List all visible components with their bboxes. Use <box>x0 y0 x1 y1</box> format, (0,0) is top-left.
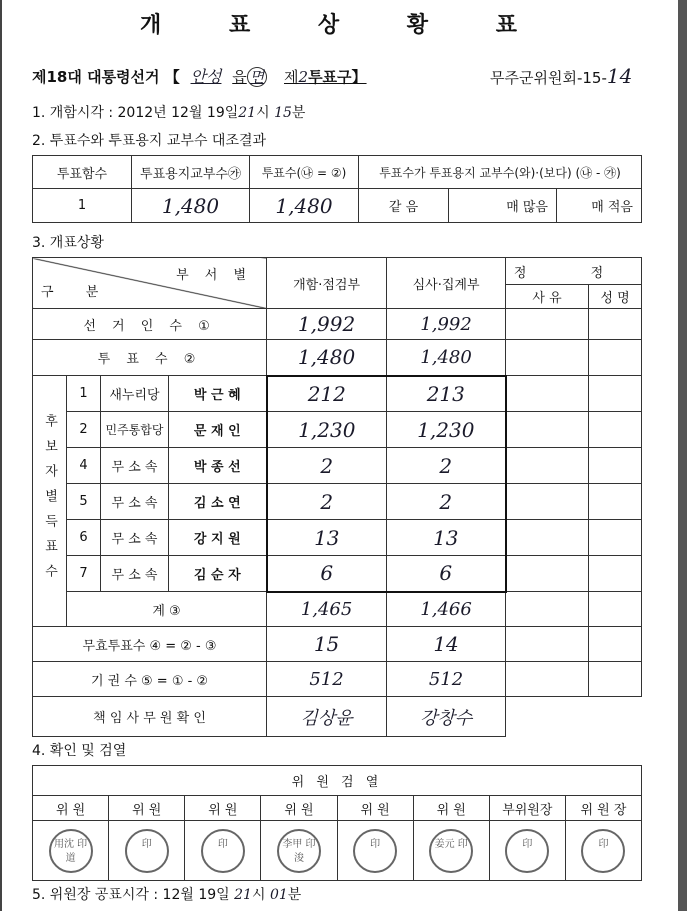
invalid-audit: 14 <box>387 627 506 662</box>
box-count: 1 <box>33 189 132 223</box>
th-reason: 사 유 <box>506 285 589 309</box>
invalid-open: 15 <box>267 627 387 662</box>
cand-no: 7 <box>67 556 101 592</box>
empty-cell <box>589 556 642 592</box>
votes-count: 1,480 <box>250 189 359 223</box>
stamp-cell <box>33 821 109 881</box>
cand-party: 새누리당 <box>101 376 169 412</box>
th-difference: 투표수가 투표용지 교부수(와)·(보다) (㉯ - ㉮) <box>359 156 642 189</box>
cand-name: 김 소 연 <box>169 484 267 520</box>
less-option: 매 적음 <box>557 189 642 223</box>
candidate-row <box>33 520 642 556</box>
empty-cell <box>589 412 642 448</box>
empty-cell <box>506 697 589 737</box>
seal-stamp: 印 <box>201 829 245 873</box>
role-label: 위 원 <box>413 796 489 821</box>
votes-label: 투 표 수 ② <box>33 340 267 376</box>
cand-audit: 213 <box>387 376 506 412</box>
voters-label: 선 거 인 수 ① <box>33 309 267 340</box>
open-hour: 21 <box>238 105 257 121</box>
cand-audit: 13 <box>387 520 506 556</box>
seal-stamp: 印 <box>353 829 397 873</box>
announce-hour: 21 <box>234 887 252 903</box>
district-handwritten: 안성 <box>190 67 222 86</box>
th-signer: 성 명 <box>589 285 642 309</box>
stamp-cell <box>489 821 565 881</box>
count-table <box>32 257 642 737</box>
diag-header <box>33 258 267 309</box>
votes-audit: 1,480 <box>387 340 506 376</box>
empty-cell <box>506 448 589 484</box>
section5 <box>32 884 301 904</box>
section3-title: 3. 개표상황 <box>32 235 104 251</box>
th-box-count: 투표함수 <box>33 156 132 189</box>
confirm-audit-signature: 강창수 <box>387 697 506 737</box>
seal-stamp: 用沈 印道 <box>49 829 93 873</box>
empty-cell <box>589 592 642 627</box>
role-label: 위 원 <box>185 796 261 821</box>
section1 <box>32 102 305 122</box>
announce-time-label: 5. 위원장 공표시각 : 12월 19일 <box>32 887 230 903</box>
cand-name: 문 재 인 <box>169 412 267 448</box>
role-label: 위 원 <box>109 796 185 821</box>
election-header <box>32 64 367 87</box>
role-label: 위 원 <box>337 796 413 821</box>
scan-edge <box>678 0 687 911</box>
same-circled: 같 음 <box>359 189 449 223</box>
empty-cell <box>506 556 589 592</box>
role-label: 부위원장 <box>489 796 565 821</box>
doc-number-hw: 14 <box>606 64 633 88</box>
total-label: 계 ③ <box>67 592 267 627</box>
cand-open: 212 <box>267 376 387 412</box>
section4-title: 4. 확인 및 검열 <box>32 743 127 759</box>
empty-cell <box>589 520 642 556</box>
empty-cell <box>506 309 589 340</box>
empty-cell <box>589 448 642 484</box>
empty-cell <box>589 340 642 376</box>
abstain-label: 기 권 수 ⑤ = ① - ② <box>33 662 267 697</box>
town-circled: 면 <box>247 67 268 87</box>
stamp-cell <box>337 821 413 881</box>
cand-audit: 6 <box>387 556 506 592</box>
confirm-label: 책 임 사 무 원 확 인 <box>33 697 267 737</box>
section2-title: 2. 투표수와 투표용지 교부수 대조결과 <box>32 133 267 149</box>
precinct-suffix: 투표구】 <box>308 68 367 86</box>
th-correction: 정 정 <box>506 258 642 285</box>
stamp-cell <box>565 821 641 881</box>
open-minute: 15 <box>274 105 292 121</box>
cand-no: 4 <box>67 448 101 484</box>
cand-audit: 2 <box>387 484 506 520</box>
th-open-check: 개함·점검부 <box>267 258 387 309</box>
cand-party: 무 소 속 <box>101 520 169 556</box>
cand-audit: 1,230 <box>387 412 506 448</box>
cand-open: 6 <box>267 556 387 592</box>
seal-stamp: 印 <box>505 829 549 873</box>
empty-cell <box>506 662 589 697</box>
empty-cell <box>506 340 589 376</box>
cand-open: 1,230 <box>267 412 387 448</box>
cand-open: 2 <box>267 448 387 484</box>
minute-unit: 분 <box>291 105 306 121</box>
voters-open: 1,992 <box>267 309 387 340</box>
cand-party: 무 소 속 <box>101 556 169 592</box>
empty-cell <box>589 627 642 662</box>
votes-open: 1,480 <box>267 340 387 376</box>
empty-cell <box>589 309 642 340</box>
precinct-prefix: 제 <box>284 68 299 86</box>
town-label: 읍 <box>232 68 247 86</box>
stamp-cell <box>261 821 337 881</box>
total-audit: 1,466 <box>387 592 506 627</box>
cand-party: 민주통합당 <box>101 412 169 448</box>
announce-minute: 01 <box>269 887 288 903</box>
stamp-cell <box>185 821 261 881</box>
invalid-label: 무효투표수 ④ = ② - ③ <box>33 627 267 662</box>
comparison-table <box>32 155 642 223</box>
cand-no: 1 <box>67 376 101 412</box>
minute-unit: 분 <box>287 887 302 903</box>
cand-open: 2 <box>267 484 387 520</box>
role-label: 위 원 장 <box>565 796 641 821</box>
seal-stamp: 印 <box>125 829 169 873</box>
issued-count: 1,480 <box>132 189 250 223</box>
candidate-row <box>33 556 642 592</box>
category-label: 구 분 <box>41 285 113 300</box>
empty-cell <box>506 627 589 662</box>
abstain-audit: 512 <box>387 662 506 697</box>
cand-audit: 2 <box>387 448 506 484</box>
scan-edge <box>0 0 2 911</box>
empty-cell <box>589 662 642 697</box>
seal-stamp: 李甲 印浚 <box>277 829 321 873</box>
th-votes: 투표수(㉯ = ②) <box>250 156 359 189</box>
th-audit: 심사·집계부 <box>387 258 506 309</box>
abstain-open: 512 <box>267 662 387 697</box>
cand-no: 5 <box>67 484 101 520</box>
more-option: 매 많음 <box>449 189 557 223</box>
total-open: 1,465 <box>267 592 387 627</box>
candidate-row <box>33 412 642 448</box>
confirm-open-signature: 김상윤 <box>267 697 387 737</box>
empty-cell <box>589 484 642 520</box>
document-title: 개 표 상 황 표 <box>140 13 547 38</box>
cand-open: 13 <box>267 520 387 556</box>
open-time-label: 1. 개함시각 : 2012년 12월 19일 <box>32 105 239 121</box>
seal-stamp: 姜元 印 <box>429 829 473 873</box>
cand-no: 6 <box>67 520 101 556</box>
seal-stamp: 印 <box>581 829 625 873</box>
empty-cell <box>506 376 589 412</box>
precinct-number: 2 <box>298 68 309 86</box>
empty-cell <box>506 484 589 520</box>
dept-label: 부 서 별 <box>176 268 253 283</box>
candidate-group-label: 후보자별득표수 <box>33 376 67 627</box>
th-issued: 투표용지교부수㉮ <box>132 156 250 189</box>
cand-party: 무 소 속 <box>101 448 169 484</box>
doc-number-label: 무주군위원회-15- <box>490 69 607 87</box>
role-label: 위 원 <box>261 796 337 821</box>
candidate-row <box>33 484 642 520</box>
doc-number <box>490 64 632 88</box>
stamp-cell <box>413 821 489 881</box>
empty-cell <box>589 697 642 737</box>
stamp-cell <box>109 821 185 881</box>
cand-name: 김 순 자 <box>169 556 267 592</box>
cand-name: 박 종 선 <box>169 448 267 484</box>
empty-cell <box>506 592 589 627</box>
cand-name: 박 근 혜 <box>169 376 267 412</box>
hour-unit: 시 <box>256 105 270 121</box>
inspection-table <box>32 765 642 881</box>
inspection-header: 위 원 검 열 <box>33 766 642 796</box>
hour-unit: 시 <box>251 887 266 903</box>
cand-no: 2 <box>67 412 101 448</box>
voters-audit: 1,992 <box>387 309 506 340</box>
empty-cell <box>589 376 642 412</box>
candidate-row <box>33 376 642 412</box>
candidate-row <box>33 448 642 484</box>
cand-name: 강 지 원 <box>169 520 267 556</box>
role-label: 위 원 <box>33 796 109 821</box>
election-name: 제18대 대통령선거 【 <box>32 68 180 86</box>
cand-party: 무 소 속 <box>101 484 169 520</box>
empty-cell <box>506 412 589 448</box>
empty-cell <box>506 520 589 556</box>
